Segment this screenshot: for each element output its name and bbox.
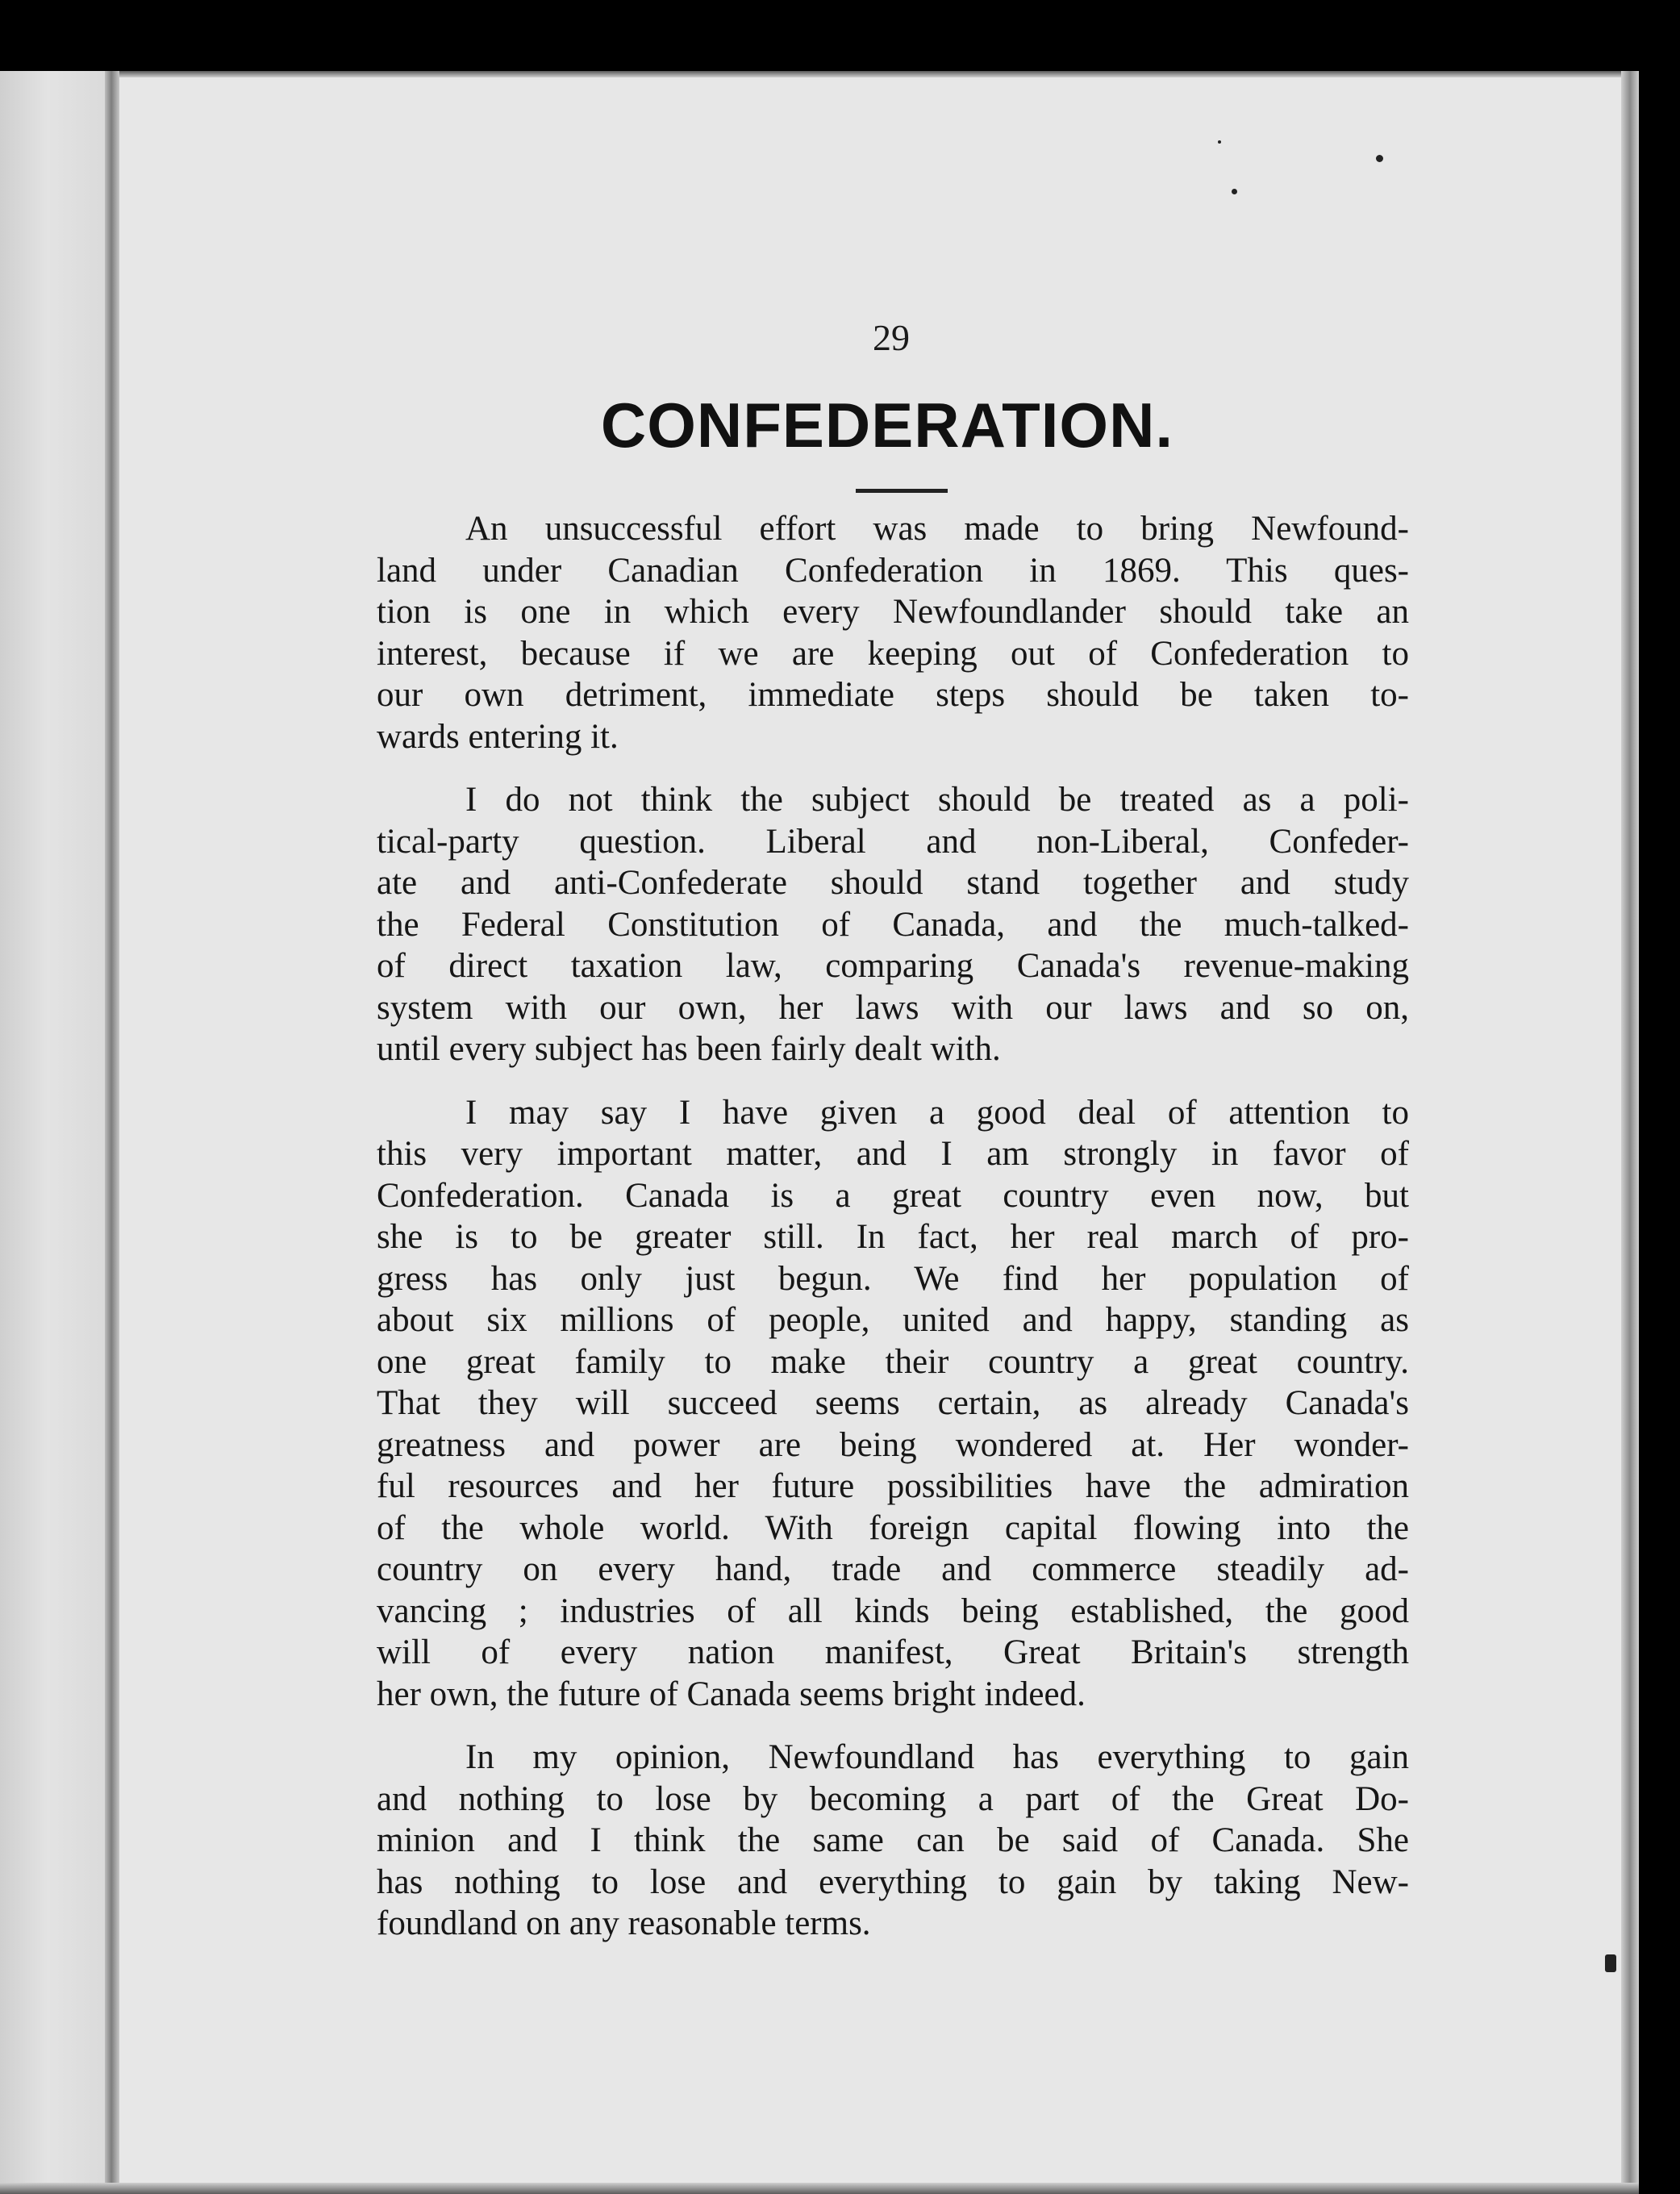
text-line: will of every nation manifest, Great Britain's strength (377, 1633, 1409, 1671)
ink-speck (1376, 155, 1383, 162)
text-line: greatness and power are being wondered at. Her wonder- (377, 1425, 1409, 1464)
page-title: CONFEDERATION. (600, 390, 1174, 461)
facing-page-strip (0, 71, 119, 2194)
text-line: ful resources and her future possibilities have the admiration (377, 1467, 1409, 1505)
text-line: Confederation. Canada is a great country even now, but (377, 1176, 1409, 1215)
title-divider (856, 489, 948, 493)
text-line: tion is one in which every Newfoundlander should take an (377, 593, 1409, 631)
text-line: In my opinion, Newfoundland has everything to gain (465, 1738, 1409, 1776)
ink-speck (1605, 1954, 1616, 1972)
text-line: and nothing to lose by becoming a part of the Great Do- (377, 1779, 1409, 1818)
text-line: she is to be greater still. In fact, her real march of pro- (377, 1218, 1409, 1256)
text-line: foundland on any reasonable terms. (377, 1904, 871, 1942)
text-line: tical-party question. Liberal and non-Liberal, Confeder- (377, 822, 1409, 861)
page-number: 29 (873, 317, 910, 358)
text-line: ate and anti-Confederate should stand together and study (377, 864, 1409, 902)
text-line: gress has only just begun. We find her population of (377, 1259, 1409, 1298)
text-line: one great family to make their country a great country. (377, 1342, 1409, 1381)
paragraph (377, 508, 1409, 757)
paragraph (377, 1092, 1409, 1716)
text-line: until every subject has been fairly dealt with. (377, 1030, 1001, 1068)
page-right-edge (1621, 71, 1639, 2194)
text-line: her own, the future of Canada seems bright indeed. (377, 1675, 1086, 1713)
text-line: system with our own, her laws with our laws and so on, (377, 988, 1409, 1027)
text-line: of the whole world. With foreign capital flowing into the (377, 1508, 1409, 1547)
page-bottom-edge (0, 2183, 1639, 2194)
text-line: An unsuccessful effort was made to bring Newfound- (465, 510, 1409, 548)
text-line: wards entering it. (377, 717, 619, 756)
text-line: land under Canadian Confederation in 1869. This ques- (377, 551, 1409, 590)
text-line: this very important matter, and I am strongly in favor of (377, 1135, 1409, 1173)
paragraph (377, 1737, 1409, 1945)
ink-speck (1218, 140, 1221, 144)
text-line: That they will succeed seems certain, as already Canada's (377, 1384, 1409, 1422)
page-top-edge (0, 71, 1639, 77)
ink-speck (1232, 189, 1237, 194)
text-line: has nothing to lose and everything to gain by taking New- (377, 1862, 1409, 1901)
paragraph (377, 779, 1409, 1070)
text-line: minion and I think the same can be said of Canada. She (377, 1821, 1409, 1859)
text-line: the Federal Constitution of Canada, and the much-talked- (377, 905, 1409, 944)
text-line: our own detriment, immediate steps should be taken to- (377, 676, 1409, 714)
text-line: vancing ; industries of all kinds being established, the good (377, 1591, 1409, 1630)
text-line: country on every hand, trade and commerce steadily ad- (377, 1550, 1409, 1588)
text-line: about six millions of people, united and happy, standing as (377, 1301, 1409, 1339)
article-body (377, 508, 1409, 1967)
text-line: interest, because if we are keeping out of Confederation to (377, 634, 1409, 673)
binding-edge (105, 71, 119, 2194)
text-line: of direct taxation law, comparing Canada's revenue-making (377, 947, 1409, 985)
text-line: I do not think the subject should be treated as a poli- (465, 781, 1409, 819)
text-line: I may say I have given a good deal of attention to (465, 1093, 1409, 1132)
